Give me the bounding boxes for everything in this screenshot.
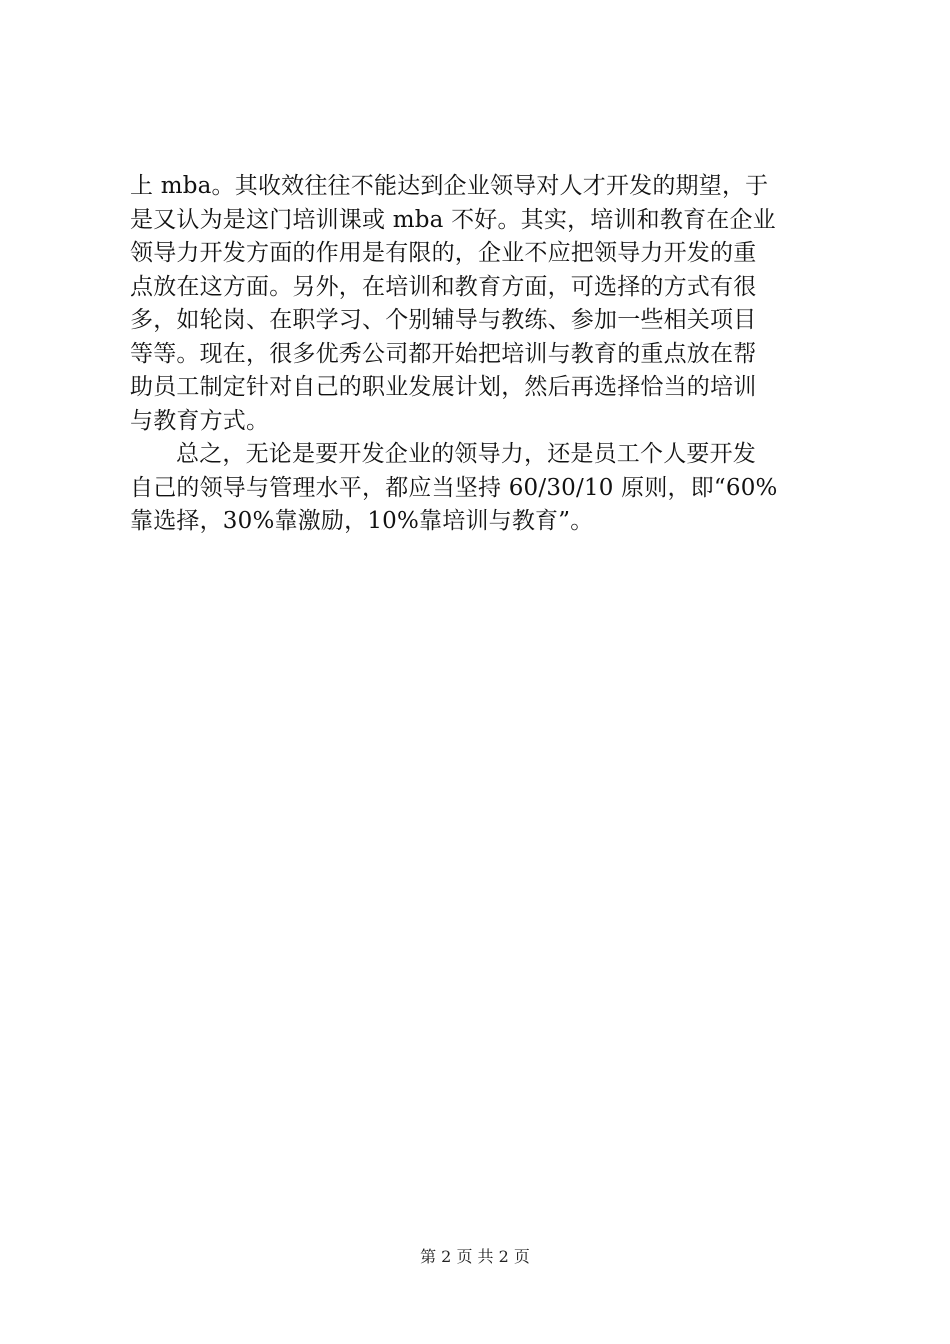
paragraph-2	[130, 438, 830, 539]
text-line: 等等。现在，很多优秀公司都开始把培训与教育的重点放在帮	[130, 340, 757, 367]
text-line: 多，如轮岗、在职学习、个别辅导与教练、参加一些相关项目	[130, 307, 757, 333]
page-footer: 第 2 页 共 2 页	[420, 1247, 530, 1266]
body-text	[130, 170, 830, 539]
paragraph-1	[130, 170, 830, 438]
text-line: 与教育方式。	[130, 407, 270, 434]
text-line: 领导力开发方面的作用是有限的，企业不应把领导力开发的重	[130, 240, 757, 266]
text-line: 靠选择，30%靠激励，10%靠培训与教育”。	[130, 508, 594, 534]
text-line: 是又认为是这门培训课或 mba 不好。其实，培训和教育在企业	[130, 206, 776, 233]
text-line: 自己的领导与管理水平，都应当坚持 60/30/10 原则，即“60%	[130, 474, 778, 501]
text-line: 上 mba。其收效往往不能达到企业领导对人才开发的期望，于	[130, 173, 769, 199]
text-line: 助员工制定针对自己的职业发展计划，然后再选择恰当的培训	[130, 374, 757, 400]
text-line: 总之，无论是要开发企业的领导力，还是员工个人要开发	[176, 441, 756, 467]
text-line: 点放在这方面。另外，在培训和教育方面，可选择的方式有很	[130, 273, 757, 300]
